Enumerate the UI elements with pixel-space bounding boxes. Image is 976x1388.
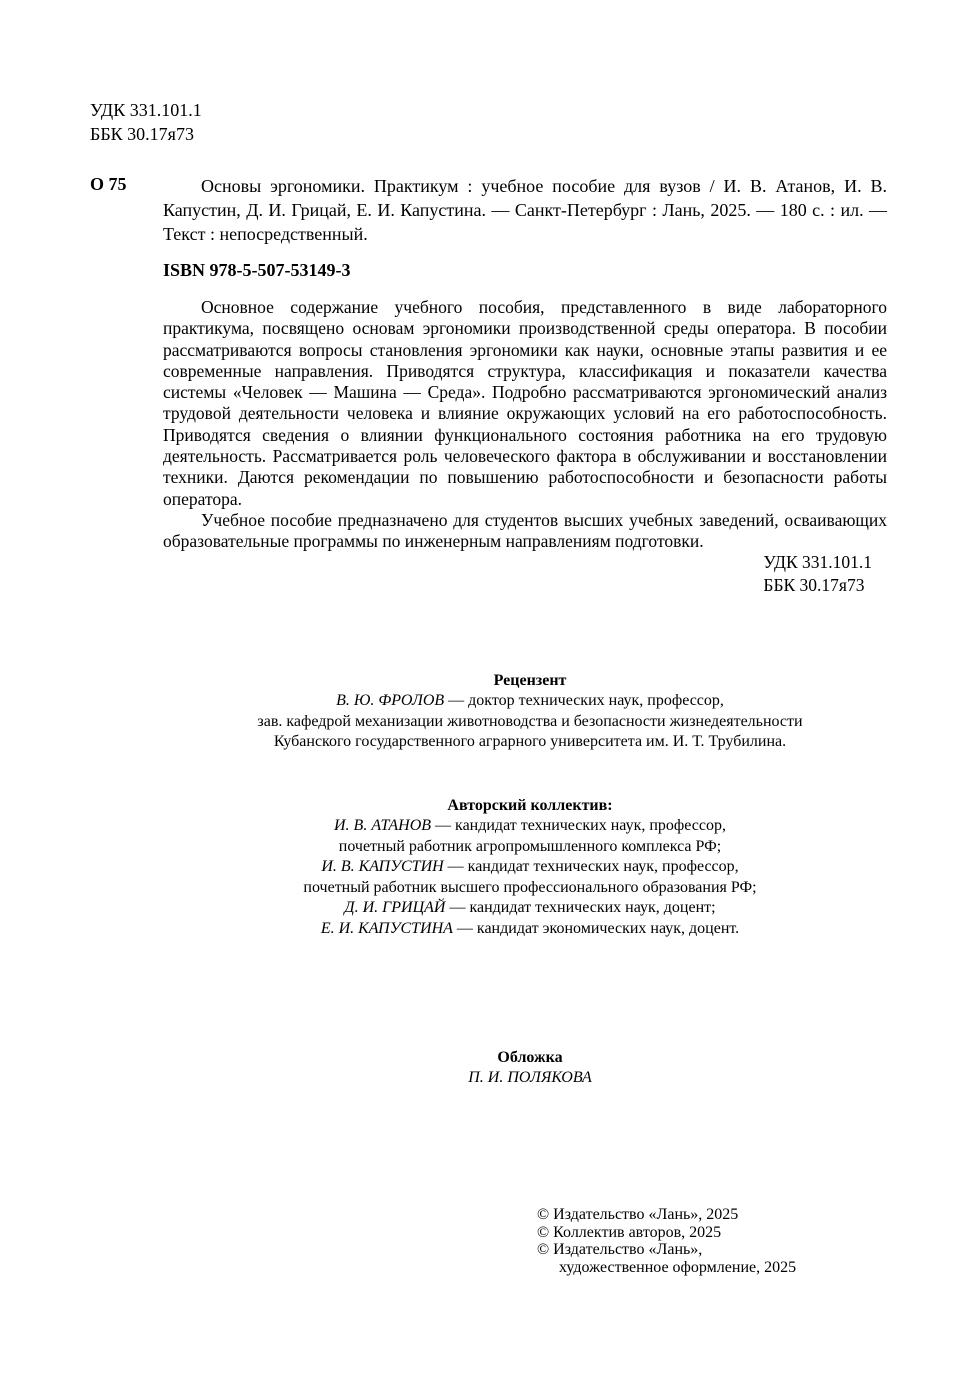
author-2-title: почетный работник высшего профессионального образования РФ; (303, 878, 757, 896)
author-2-degree: — кандидат технических наук, профессор, (443, 858, 739, 875)
author-2-name: И. В. КАПУСТИН (321, 858, 444, 875)
reviewer-title: Рецензент (493, 672, 567, 689)
reviewer-degree: — доктор технических наук, профессор, (444, 692, 724, 709)
author-1-title: почетный работник агропромышленного комплекса РФ; (338, 837, 722, 855)
author-3 (0, 898, 976, 919)
classification-codes-right (763, 551, 872, 597)
copyright-line-1: © Издательство «Лань», 2025 (537, 1206, 739, 1223)
reviewer-line-2: зав. кафедрой механизации животноводства и безопасности жизнедеятельности (257, 712, 803, 730)
author-4-degree: — кандидат экономических наук, доцент. (452, 919, 740, 937)
cover-block (0, 1047, 976, 1089)
authors-title: Авторский коллектив: (447, 797, 613, 814)
author-3-name: Д. И. ГРИЦАЙ (344, 899, 446, 916)
cover-title: Обложка (497, 1049, 563, 1066)
bibliographic-record: Основы эргономики. Практикум : учебное пособие для вузов / И. В. Атанов, И. В. Капустин, Д. И. Грицай, Е. И. Капустина. — Санкт-Петербург : Лань, 2025. — 180 с. : ил. — Текст : непосредственный. (163, 176, 887, 244)
udk-code-right: УДК 331.101.1 (763, 552, 872, 572)
annotation (163, 297, 887, 553)
author-3-degree: — кандидат технических наук, доцент; (445, 899, 716, 916)
author-1-degree: — кандидат технических наук, профессор, (431, 817, 726, 834)
copyright-block (537, 1206, 796, 1276)
annotation-paragraph-1: Основное содержание учебного пособия, представленного в виде лабораторного практикума, посвящено основам эргономики производственной среды оператора. В пособии рассматриваются вопросы становления эргономики как науки, основные этапы развития и ее современные направления. Приводятся структура, классификация и показатели качества системы «Человек — Машина — Среда». Подробно рассматриваются эргономический анализ трудовой деятельности человека и влияние окружающих условий на его работоспособность. Приводятся сведения о влиянии функционального состояния работника на его трудовую деятельность. Рассматривается роль человеческого фактора в обслуживании и восстановлении техники. Даются рекомендации по повышению работоспособности и безопасности работы оператора. (163, 297, 887, 509)
classification-codes (90, 98, 202, 146)
udk-code: УДК 331.101.1 (90, 100, 202, 120)
author-2 (0, 857, 976, 878)
reviewer-line-3: Кубанского государственного аграрного университета им. И. Т. Трубилина. (273, 733, 787, 750)
authors-block (0, 795, 976, 939)
cover-designer: П. И. ПОЛЯКОВА (468, 1069, 592, 1086)
reviewer-line-1 (0, 691, 976, 712)
author-mark: О 75 (90, 174, 127, 194)
author-1 (0, 816, 976, 837)
bbk-code: ББК 30.17я73 (90, 124, 194, 144)
reviewer-name: В. Ю. ФРОЛОВ (336, 692, 445, 709)
author-1-name: И. В. АТАНОВ (333, 817, 432, 834)
author-4-name: Е. И. КАПУСТИНА (320, 919, 453, 937)
author-4 (0, 919, 976, 940)
reviewer-block (0, 670, 976, 753)
isbn: ISBN 978-5-507-53149-3 (163, 260, 351, 280)
copyright-line-2: © Коллектив авторов, 2025 (537, 1223, 722, 1241)
copyright-line-3: © Издательство «Лань», (537, 1241, 703, 1258)
bbk-code-right: ББК 30.17я73 (763, 575, 865, 595)
annotation-paragraph-2: Учебное пособие предназначено для студентов высших учебных заведений, осваивающих образовательные программы по инженерным направлениям подготовки. (163, 509, 887, 552)
copyright-line-4: художественное оформление, 2025 (559, 1258, 797, 1276)
